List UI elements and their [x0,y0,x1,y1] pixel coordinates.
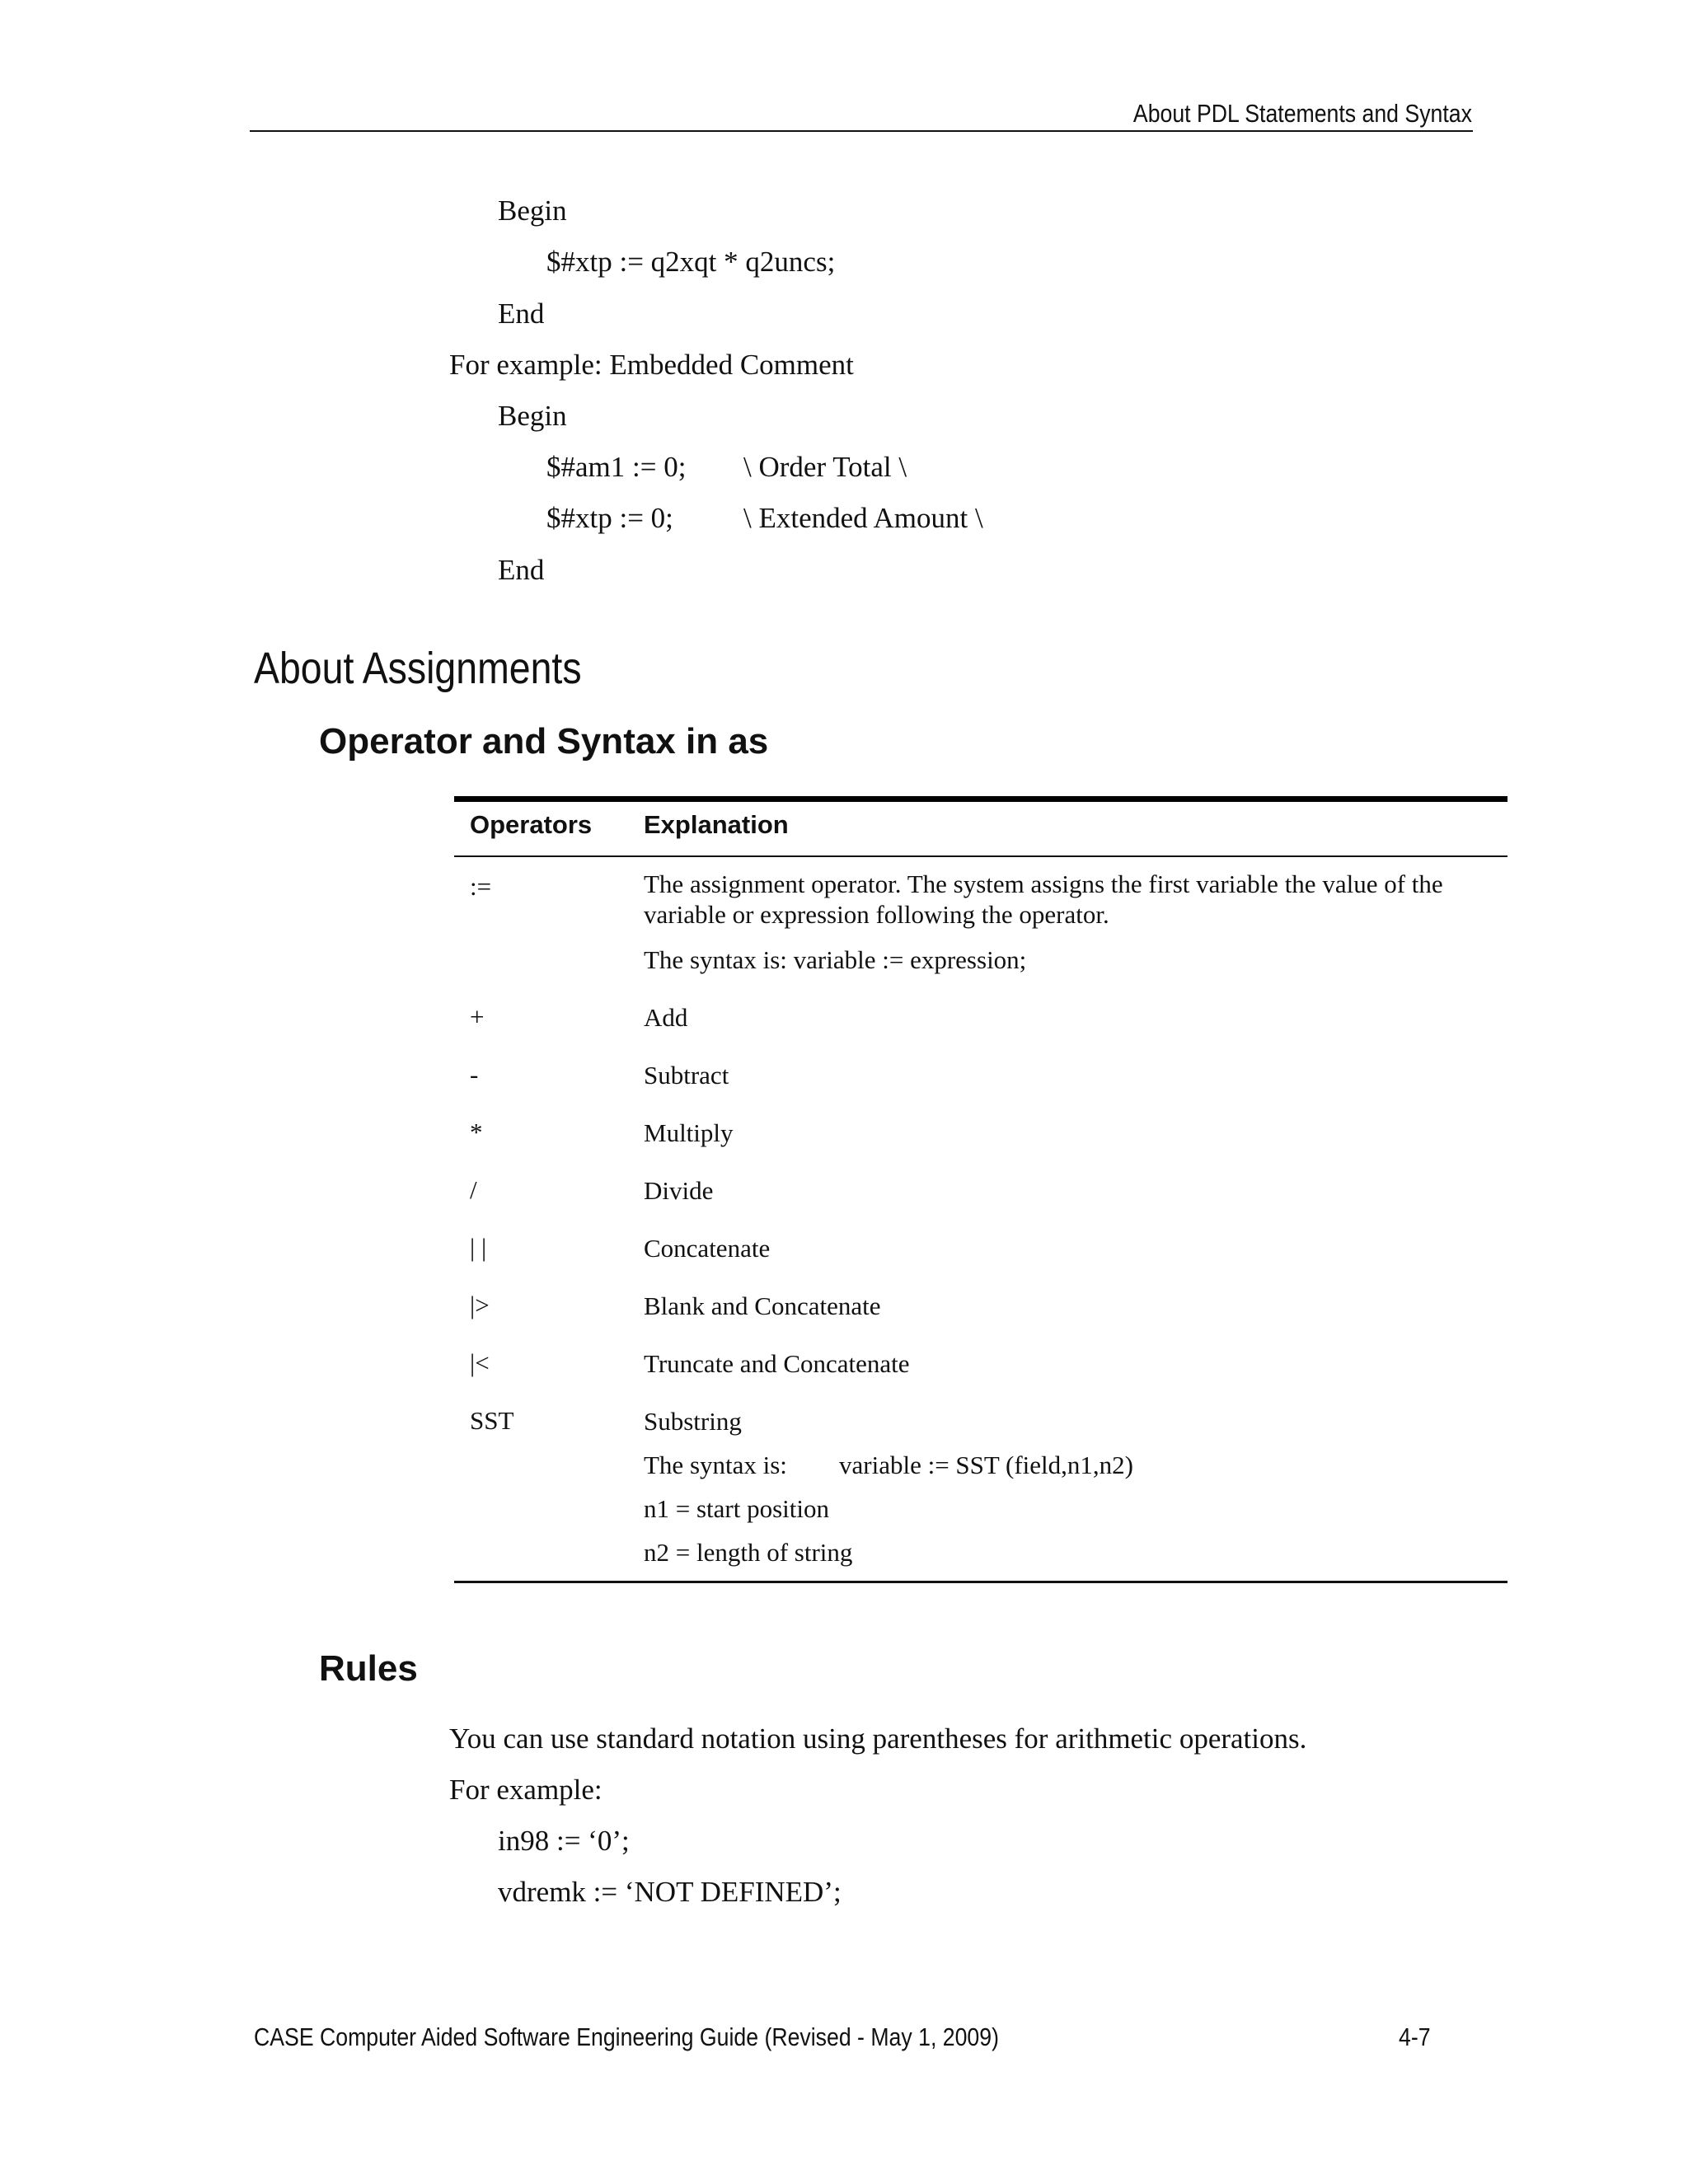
explanation-substring-n1: n1 = start position [644,1494,830,1523]
operator-substring: SST [470,1406,514,1435]
operator-assign: := [470,872,492,901]
explanation-multiply: Multiply [644,1118,734,1147]
explanation-add: Add [644,1003,688,1032]
code-line-xtp: $#xtp := 0; [546,502,673,534]
code-begin-1: Begin [498,194,567,227]
code-line-1: $#xtp := q2xqt * q2uncs; [546,246,836,278]
table-header-operators: Operators [470,810,593,839]
operator-blank-concatenate: |> [470,1291,490,1319]
subsection-title: Operator and Syntax in as [319,721,769,762]
explanation-assign: The assignment operator. The system assigns the first variable the value of the variable or expression following the operator. [644,869,1443,929]
code-end-2: End [498,554,545,586]
code-line-am1: $#am1 := 0; [546,451,687,483]
rules-example-line-1: in98 := ‘0’; [498,1825,630,1857]
explanation-subtract: Subtract [644,1061,729,1090]
operator-multiply: * [470,1118,483,1146]
explanation-substring-n2: n2 = length of string [644,1538,853,1567]
explanation-concatenate: Concatenate [644,1234,771,1263]
operator-concatenate: | | [470,1233,487,1262]
explanation-divide: Divide [644,1176,714,1205]
header-rule [250,130,1473,132]
section-title: About Assignments [254,644,582,693]
operators-table [454,796,1507,1587]
table-bottom-rule [454,1581,1507,1583]
code-comment-extended-amount: \ Extended Amount \ [743,502,983,534]
code-comment-order-total: \ Order Total \ [743,451,907,483]
rules-example-line-2: vdremk := ‘NOT DEFINED’; [498,1876,842,1908]
operator-truncate-concatenate: |< [470,1348,490,1377]
rules-paragraph: You can use standard notation using parentheses for arithmetic operations. [449,1722,1307,1755]
table-top-rule [454,796,1507,802]
code-end-1: End [498,298,545,330]
operator-subtract: - [470,1060,479,1089]
page-number: 4-7 [1399,2022,1431,2051]
explanation-assign-syntax: The syntax is: variable := expression; [644,945,1027,974]
footer-title: CASE Computer Aided Software Engineering Guide (Revised - May 1, 2009) [254,2022,999,2051]
rules-title: Rules [319,1648,418,1689]
operator-divide: / [470,1175,477,1204]
code-begin-2: Begin [498,400,567,432]
explanation-blank-concatenate: Blank and Concatenate [644,1291,881,1320]
explanation-substring-syntax-value: variable := SST (field,n1,n2) [839,1451,1133,1479]
rules-example-label: For example: [449,1774,603,1806]
explanation-substring: Substring [644,1407,742,1436]
operator-add: + [470,1002,485,1031]
explanation-substring-syntax-label: The syntax is: [644,1451,787,1479]
explanation-truncate-concatenate: Truncate and Concatenate [644,1349,910,1378]
example-label: For example: Embedded Comment [449,349,854,381]
table-header-explanation: Explanation [644,810,789,839]
running-header: About PDL Statements and Syntax [1132,99,1472,128]
table-header-rule [454,855,1507,857]
